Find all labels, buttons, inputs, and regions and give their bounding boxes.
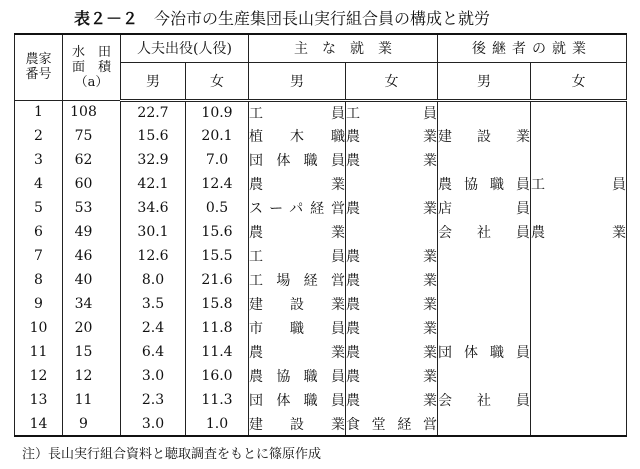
- cell-successor-female: [531, 148, 627, 172]
- cell-main-job-male: 農協職員: [249, 364, 346, 388]
- cell-main-job-male: 工場経営: [249, 268, 346, 292]
- cell-successor-male: [438, 316, 531, 340]
- cell-main-job-female: 工員: [346, 100, 438, 124]
- table-row: [15, 364, 627, 388]
- table-row: [15, 412, 627, 436]
- cell-labor-female: 1.0: [186, 412, 249, 436]
- cell-labor-female: 15.8: [186, 292, 249, 316]
- cell-paddy-area: 15: [63, 340, 121, 364]
- cell-main-job-female: 農業: [346, 196, 438, 220]
- header-successor-female: 女: [531, 62, 627, 100]
- cell-successor-male: [438, 268, 531, 292]
- members-table: [14, 33, 627, 437]
- cell-farm-no: 14: [15, 412, 63, 436]
- table-row: [15, 124, 627, 148]
- cell-main-job-female: 農業: [346, 388, 438, 412]
- table-body: [15, 100, 627, 436]
- cell-main-job-male: 農業: [249, 220, 346, 244]
- table-row: [15, 292, 627, 316]
- cell-main-job-male: 農業: [249, 172, 346, 196]
- cell-paddy-area: 40: [63, 268, 121, 292]
- cell-main-job-female: 農業: [346, 124, 438, 148]
- cell-labor-male: 8.0: [121, 268, 186, 292]
- cell-labor-male: 3.5: [121, 292, 186, 316]
- cell-successor-female: [531, 316, 627, 340]
- cell-farm-no: 10: [15, 316, 63, 340]
- table-number: 表２－２: [74, 9, 139, 28]
- cell-successor-female: [531, 244, 627, 268]
- cell-labor-male: 32.9: [121, 148, 186, 172]
- cell-labor-female: 0.5: [186, 196, 249, 220]
- cell-main-job-female: 農業: [346, 268, 438, 292]
- cell-labor-female: 21.6: [186, 268, 249, 292]
- cell-successor-female: [531, 268, 627, 292]
- cell-farm-no: 11: [15, 340, 63, 364]
- header-labor: 人夫出役(人役): [121, 34, 249, 62]
- cell-successor-male: 店員: [438, 196, 531, 220]
- cell-labor-male: 30.1: [121, 220, 186, 244]
- cell-main-job-female: 農業: [346, 316, 438, 340]
- cell-main-job-male: 団体職員: [249, 388, 346, 412]
- cell-main-job-male: 植木職: [249, 124, 346, 148]
- cell-labor-male: 2.3: [121, 388, 186, 412]
- cell-successor-male: 農協職員: [438, 172, 531, 196]
- cell-successor-female: [531, 340, 627, 364]
- cell-paddy-area: 46: [63, 244, 121, 268]
- cell-successor-female: 工員: [531, 172, 627, 196]
- table-row: [15, 268, 627, 292]
- header-main-job-male: 男: [249, 62, 346, 100]
- cell-labor-male: 3.0: [121, 412, 186, 436]
- cell-successor-male: 団体職員: [438, 340, 531, 364]
- cell-labor-female: 20.1: [186, 124, 249, 148]
- table-row: [15, 316, 627, 340]
- cell-labor-male: 12.6: [121, 244, 186, 268]
- cell-labor-female: 15.6: [186, 220, 249, 244]
- table-row: [15, 172, 627, 196]
- table-row: [15, 196, 627, 220]
- cell-farm-no: 7: [15, 244, 63, 268]
- cell-farm-no: 8: [15, 268, 63, 292]
- cell-paddy-area: 75: [63, 124, 121, 148]
- cell-farm-no: 9: [15, 292, 63, 316]
- table-row: [15, 220, 627, 244]
- cell-farm-no: 12: [15, 364, 63, 388]
- cell-farm-no: 4: [15, 172, 63, 196]
- cell-paddy-area: 49: [63, 220, 121, 244]
- cell-successor-male: 会社員: [438, 220, 531, 244]
- header-labor-male: 男: [121, 62, 186, 100]
- cell-farm-no: 6: [15, 220, 63, 244]
- cell-labor-female: 7.0: [186, 148, 249, 172]
- cell-labor-male: 22.7: [121, 100, 186, 124]
- cell-successor-female: [531, 364, 627, 388]
- table-caption: 今治市の生産集団長山実行組合員の構成と就労: [154, 9, 491, 28]
- cell-paddy-area: 9: [63, 412, 121, 436]
- cell-main-job-male: 工員: [249, 100, 346, 124]
- cell-main-job-female: 農業: [346, 340, 438, 364]
- cell-successor-male: 建設業: [438, 124, 531, 148]
- cell-paddy-area: 20: [63, 316, 121, 340]
- cell-main-job-female: 農業: [346, 148, 438, 172]
- cell-successor-female: [531, 292, 627, 316]
- cell-main-job-male: 工員: [249, 244, 346, 268]
- cell-labor-female: 10.9: [186, 100, 249, 124]
- header-main-job: 主 な 就 業: [249, 34, 438, 62]
- cell-successor-female: [531, 388, 627, 412]
- header-successor-job: 後継者の就業: [438, 34, 627, 62]
- cell-labor-female: 12.4: [186, 172, 249, 196]
- cell-labor-female: 15.5: [186, 244, 249, 268]
- cell-successor-male: [438, 244, 531, 268]
- cell-main-job-female: 農業: [346, 364, 438, 388]
- cell-successor-female: 農業: [531, 220, 627, 244]
- cell-labor-female: 16.0: [186, 364, 249, 388]
- cell-labor-female: 11.3: [186, 388, 249, 412]
- cell-successor-female: [531, 124, 627, 148]
- cell-labor-male: 34.6: [121, 196, 186, 220]
- table-row: [15, 100, 627, 124]
- header-paddy-area: 水 田 面 積 （a）: [63, 34, 121, 100]
- footnote: 注）長山実行組合資料と聴取調査をもとに篠原作成: [22, 447, 322, 462]
- cell-labor-female: 11.8: [186, 316, 249, 340]
- cell-successor-female: [531, 412, 627, 436]
- cell-main-job-female: 農業: [346, 244, 438, 268]
- cell-main-job-male: スーパ経営: [249, 196, 346, 220]
- cell-labor-male: 6.4: [121, 340, 186, 364]
- cell-paddy-area: 60: [63, 172, 121, 196]
- cell-successor-female: [531, 100, 627, 124]
- header-labor-female: 女: [186, 62, 249, 100]
- header-successor-male: 男: [438, 62, 531, 100]
- cell-main-job-male: 建設業: [249, 412, 346, 436]
- cell-main-job-female: 農業: [346, 292, 438, 316]
- cell-main-job-male: 建設業: [249, 292, 346, 316]
- header-farm-no: 農家 番号: [15, 34, 63, 100]
- cell-paddy-area: 53: [63, 196, 121, 220]
- cell-main-job-male: 市職員: [249, 316, 346, 340]
- cell-main-job-female: [346, 220, 438, 244]
- table-title: [74, 6, 614, 29]
- header-main-job-female: 女: [346, 62, 438, 100]
- cell-farm-no: 3: [15, 148, 63, 172]
- cell-labor-male: 3.0: [121, 364, 186, 388]
- cell-labor-female: 11.4: [186, 340, 249, 364]
- table-row: [15, 244, 627, 268]
- cell-farm-no: 1: [15, 100, 63, 124]
- cell-paddy-area: 62: [63, 148, 121, 172]
- cell-labor-male: 15.6: [121, 124, 186, 148]
- cell-main-job-male: 団体職員: [249, 148, 346, 172]
- cell-labor-male: 2.4: [121, 316, 186, 340]
- cell-paddy-area: 12: [63, 364, 121, 388]
- cell-successor-male: [438, 292, 531, 316]
- cell-main-job-male: 農業: [249, 340, 346, 364]
- cell-successor-male: [438, 364, 531, 388]
- table-row: [15, 340, 627, 364]
- cell-farm-no: 2: [15, 124, 63, 148]
- table-row: [15, 388, 627, 412]
- cell-farm-no: 13: [15, 388, 63, 412]
- cell-farm-no: 5: [15, 196, 63, 220]
- cell-paddy-area: 11: [63, 388, 121, 412]
- cell-paddy-area: 108: [63, 100, 121, 124]
- cell-successor-male: [438, 100, 531, 124]
- cell-successor-female: [531, 196, 627, 220]
- cell-main-job-female: [346, 172, 438, 196]
- cell-successor-male: [438, 148, 531, 172]
- cell-main-job-female: 食堂経営: [346, 412, 438, 436]
- table-row: [15, 148, 627, 172]
- cell-labor-male: 42.1: [121, 172, 186, 196]
- cell-successor-male: 会社員: [438, 388, 531, 412]
- cell-successor-male: [438, 412, 531, 436]
- cell-paddy-area: 34: [63, 292, 121, 316]
